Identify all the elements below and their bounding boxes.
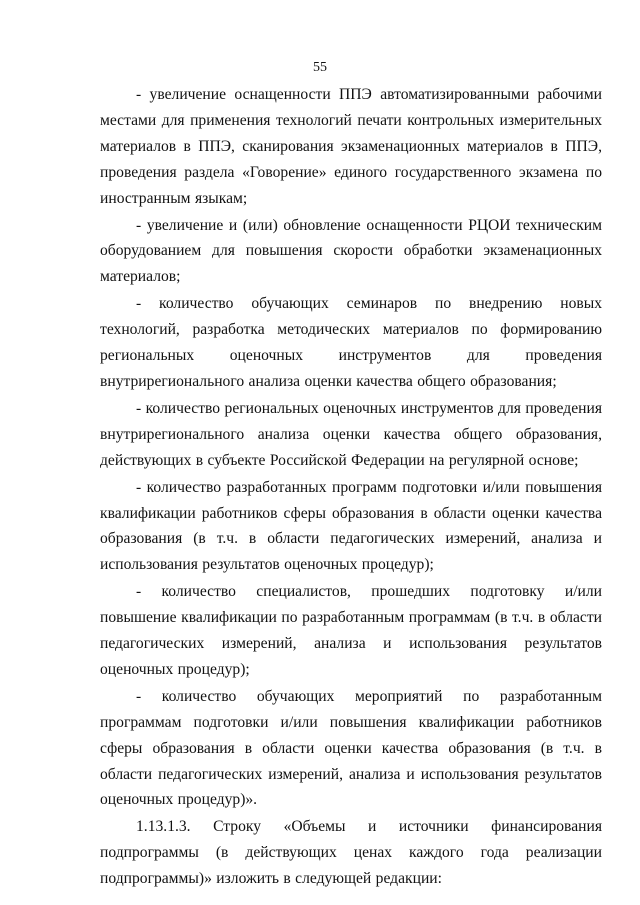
paragraph-training-programs: - количество разработанных программ подготовки и/или повышения квалификации работников сферы образования в области оценки качества образования (в т.ч. в области педагогических измерений, анализа и использования результатов оценочных процедур); xyxy=(100,478,602,574)
paragraph-training-seminars: - количество обучающих семинаров по внедрению новых технологий, разработка методических материалов по формированию региональных оценочных инструментов для проведения внутрирегионального анализа оценки качества общего образования; xyxy=(100,295,602,390)
paragraph-ppe-equipment: - увеличение оснащенности ППЭ автоматизированными рабочими местами для применения технологий печати контрольных измерительных материалов в ППЭ, сканирования экзаменационных материалов в ППЭ, проведения раздела «Говорение» единого государственного экзамена по иностранным языкам; xyxy=(100,86,602,207)
paragraph-rcoi-equipment: - увеличение и (или) обновление оснащенности РЦОИ техническим оборудованием для повышения скорости обработки экзаменационных материалов; xyxy=(100,216,602,286)
paragraph-assessment-tools: - количество региональных оценочных инструментов для проведения внутрирегионального анализа оценки качества общего образования, действующих в субъекте Российской Федерации на регулярной основе; xyxy=(100,399,602,469)
paragraph-trained-specialists: - количество специалистов, прошедших подготовку и/или повышение квалификации по разработанным программам (в т.ч. в области педагогических измерений, анализа и использования результатов оценочных процедур); xyxy=(100,583,602,678)
paragraph-section-1-13-1-3: 1.13.1.3. Строку «Объемы и источники финансирования подпрограммы (в действующих ценах каждого года реализации подпрограммы)» изложить в следующей редакции: xyxy=(100,818,602,888)
paragraph-training-events: - количество обучающих мероприятий по разработанным программам подготовки и/или повышения квалификации работников сферы образования в области оценки качества образования (в т.ч. в области педагогических измерений, анализа и использования результатов оценочных процедур)». xyxy=(100,687,602,809)
page-number: 55 xyxy=(313,60,327,75)
document-body xyxy=(100,82,602,893)
